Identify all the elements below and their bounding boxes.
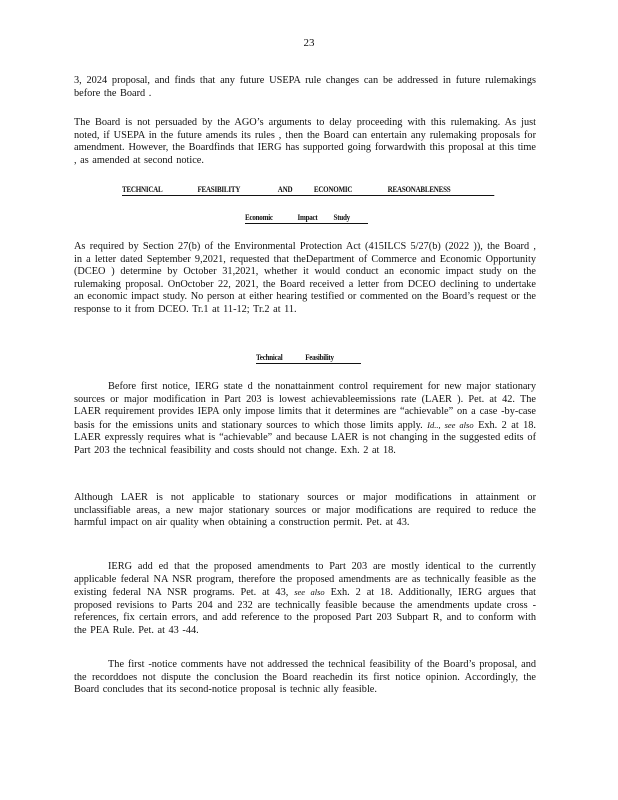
subheading-economic-impact-study: [245, 212, 368, 224]
text-run: Exh. 2 at 18. Additionally, IERG argues that proposed revisions to Parts 204 and 232 are technically feasible because the amendments update cross - references, fix certain errors, and add reference to the proposed Part 203 Subpart R, and to conform with the PEA Rule. Pet. at 43 -44.: [74, 587, 537, 636]
paragraph-laer-not-applicable: Although LAER is not applicable to stationary sources or major modifications in attainment or unclassifiable areas, a new major stationary sources or major modifications are required to reduce the harmful impact on air quality when obtaining a construction permit. Pet. at 43.: [74, 492, 536, 529]
citation-italic: Id.: [427, 419, 437, 430]
heading-word: FEASIBILITY: [197, 184, 241, 194]
heading-word: Impact: [297, 212, 318, 222]
citation-italic: ., see also: [436, 419, 474, 430]
paragraph-board-conclusion: The first -notice comments have not addressed the technical feasibility of the Board’s proposal, and the recorddoes not dispute the conclusion the Board reachedin its first notice opinion. Accordingly, the Board concludes that its second-notice proposal is technic ally feasible.: [74, 659, 536, 696]
paragraph-economic-impact-study: As required by Section 27(b) of the Environmental Protection Act (415ILCS 5/27(b) (2022 )), the Board , in a letter dated September 9,2021, requested that theDepartment of Commerce and Economic Opportunity (DCEO ) determine by October 31,2021, whether it would conduct an economic impact study on the rulemaking proposal. OnOctober 22, 2021, the Board received a letter from DCEO declining to undertake an economic impact study. No person at either hearing testified or commented on the Board’s request or the response to it from DCEO. Tr.1 at 11-12; Tr.2 at 11.: [74, 241, 536, 315]
heading-word: Economic: [245, 212, 273, 222]
text-run: Before first notice, IERG state d the nonattainment control requirement for new major stationary sources or major modification in Part 203 is lowest achievableemissions rate (LAER ). Pet. at 42. The LAER requirement provides IEPA only impose limits that it determines are “achievable” on a case -by-case basis for the emissions units and stationary sources to which those limits apply.: [74, 381, 536, 431]
heading-word: TECHNICAL: [122, 184, 163, 194]
heading-word: REASONABLENESS: [387, 184, 451, 194]
paragraph-ago-arguments: The Board is not persuaded by the AGO’s arguments to delay proceeding with this rulemaking. As just noted, if USEPA in the future amends its rules , then the Board can entertain any rulemaking proposals for amendment. However, the Boardfinds that IERG has supported going forwardwith this proposal at this time , as amended at second notice.: [74, 117, 536, 166]
heading-word: AND: [277, 184, 293, 194]
subheading-technical-feasibility: [256, 352, 361, 364]
paragraph-ierg-amendments: [74, 561, 536, 638]
text-run: IERG add ed that the proposed amendments to Part 203 are mostly identical to the currently applicable federal NA NSR program, therefore the proposed amendments are as technically feasible as the existing federal NA NSR programs. Pet. at 43,: [74, 561, 536, 599]
heading-word: Feasibility: [305, 352, 334, 362]
heading-word: Study: [333, 212, 350, 222]
page-number: 23: [303, 37, 315, 49]
paragraph-laer-requirement: [74, 381, 536, 458]
heading-word: Technical: [256, 352, 283, 362]
text-run: Exh. 2 at 18. LAER expressly requires what is “achievable” and because LAER is not changing in the suggested edits of Part 203 the technical feasibility and costs should not change. Exh. 2 at 18.: [74, 419, 537, 456]
section-heading-technical-feasibility-economic-reasonableness: [122, 184, 494, 196]
citation-italic: see also: [294, 587, 325, 598]
paragraph-continuation: 3, 2024 proposal, and finds that any future USEPA rule changes can be addressed in future rulemakings before the Board .: [74, 75, 536, 99]
heading-word: ECONOMIC: [313, 184, 353, 194]
